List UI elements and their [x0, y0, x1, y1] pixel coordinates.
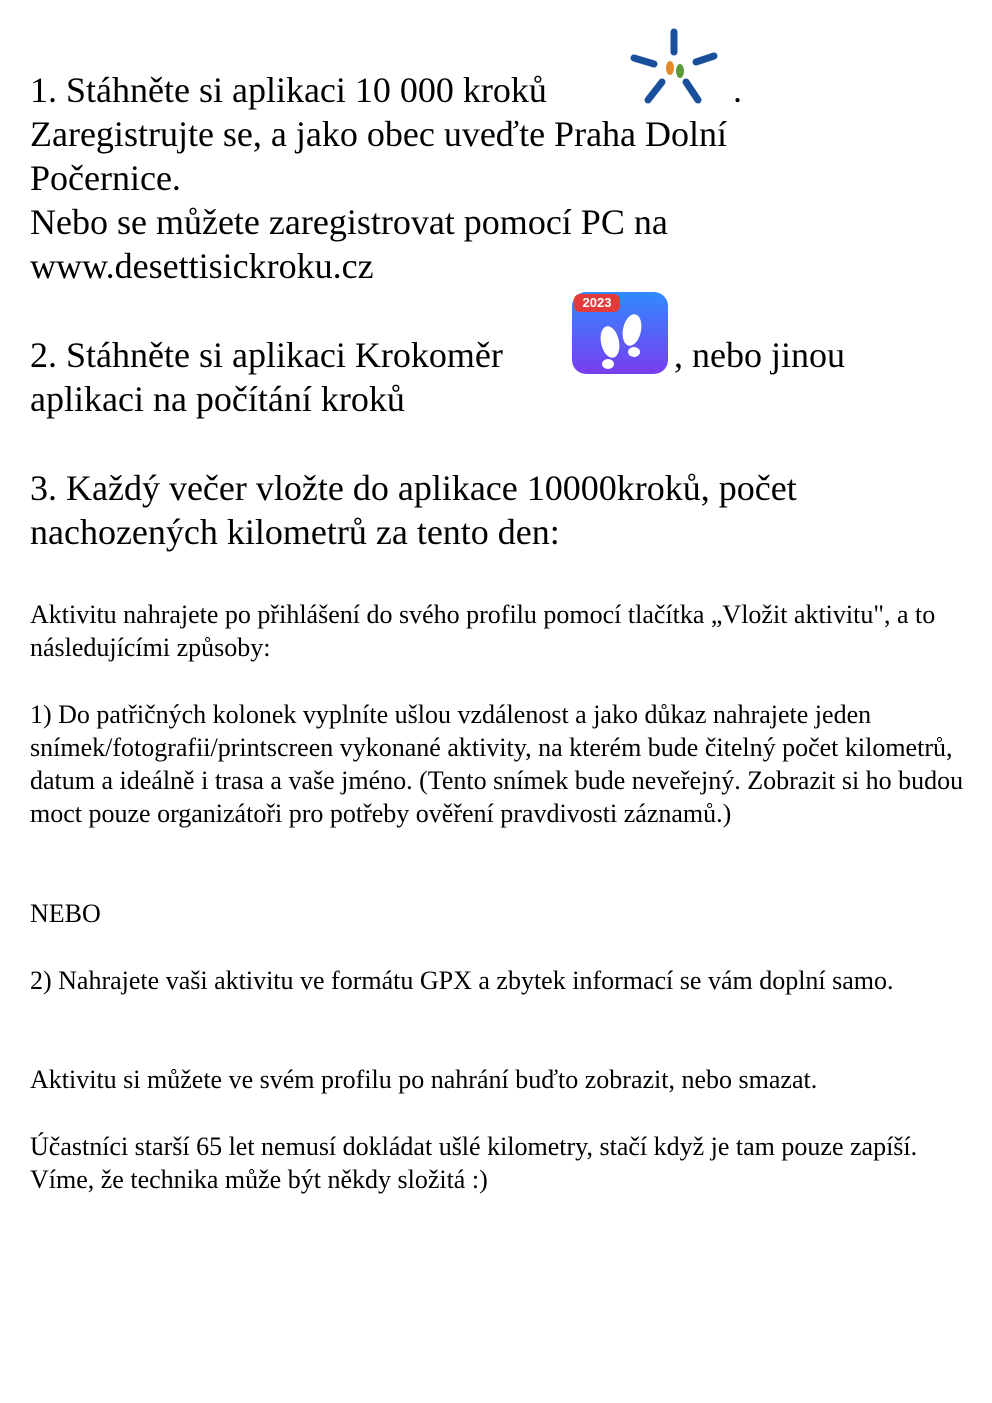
step1-line1-period: .	[733, 70, 742, 110]
step2-line1-tail: , nebo jinou	[674, 335, 845, 375]
step1-line4: Nebo se můžete zaregistrovat pomocí PC na	[30, 202, 668, 242]
step1-line1	[30, 68, 970, 112]
manage-paragraph: Aktivitu si můžete ve svém profilu po nahrání buďto zobrazit, nebo smazat.	[30, 1065, 818, 1094]
step1-text: 1. Stáhněte si aplikaci 10 000 kroků	[30, 70, 547, 110]
step1-line3: Počernice.	[30, 158, 181, 198]
step2-line2: aplikaci na počítání kroků	[30, 379, 405, 419]
option1-paragraph	[30, 698, 970, 830]
krokomer-app-icon	[572, 292, 668, 374]
option2-paragraph	[30, 964, 970, 997]
option1-text: 1) Do patřičných kolonek vyplníte ušlou vzdálenost a jako důkaz nahrajete jeden snímek/fotografii/printscreen vykonané aktivity, na kterém bude čitelný počet kilometrů, datum a ideálně i trasa a vaše jméno. (Tento snímek bude neveřejný. Zobrazit si ho budou moct pouze organizátoři pro potřeby ověření pravdivosti záznamů.)	[30, 700, 964, 828]
seniors-paragraph	[30, 1130, 970, 1196]
option2-text: 2) Nahrajete vaši aktivitu ve formátu GPX a zbytek informací se vám doplní samo.	[30, 966, 894, 995]
10000-kroku-app-icon	[626, 24, 722, 112]
website-url[interactable]: www.desettisickroku.cz	[30, 246, 374, 286]
step1-line2: Zaregistrujte se, a jako obec uveďte Praha Dolní	[30, 114, 728, 154]
or-separator: NEBO	[30, 899, 101, 928]
intro-paragraph	[30, 598, 970, 664]
seniors-text: Účastníci starší 65 let nemusí dokládat ušlé kilometry, stačí když je tam pouze zapíší. Víme, že technika může být někdy složitá :)	[30, 1132, 918, 1194]
step2-line1: 2. Stáhněte si aplikaci Krokoměr	[30, 335, 503, 375]
krokomer-badge: 2023	[582, 295, 612, 310]
intro-text: Aktivitu nahrajete po přihlášení do svého profilu pomocí tlačítka „Vložit aktivitu", a to následujícími způsoby:	[30, 600, 936, 662]
step3-line2: nachozených kilometrů za tento den:	[30, 512, 560, 552]
step3-line1: 3. Každý večer vložte do aplikace 10000kroků, počet	[30, 468, 797, 508]
